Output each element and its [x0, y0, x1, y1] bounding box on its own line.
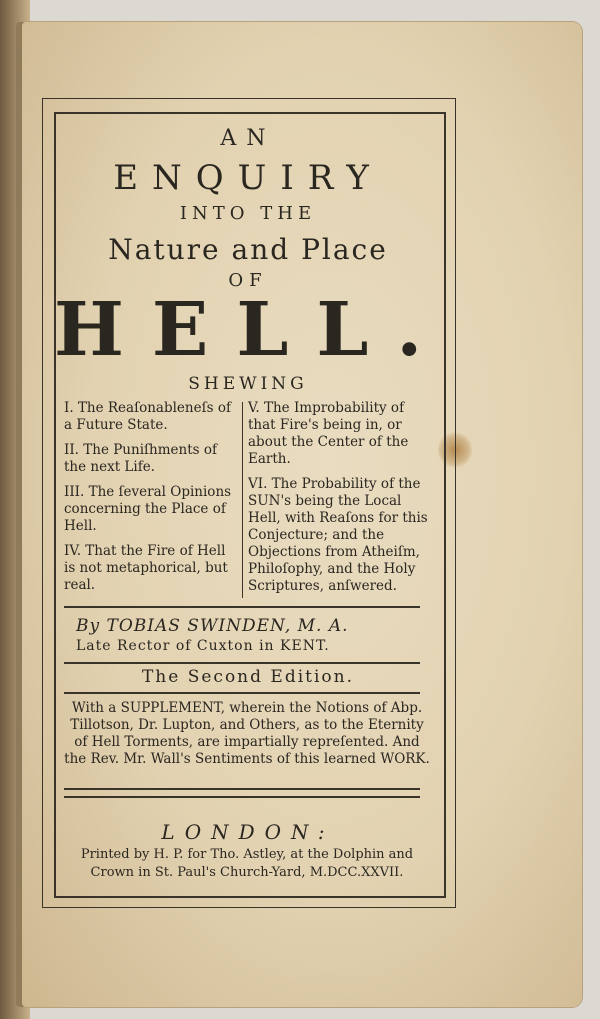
contents-item-1: I. The Reaſonableneſs of a Future State. — [64, 400, 231, 433]
title-line-1: AN — [220, 126, 276, 151]
contents-item-4: IV. That the Fire of Hell is not metaphorical, but real. — [64, 543, 228, 593]
rule-above-author — [64, 606, 420, 608]
rule-above-edition — [64, 662, 420, 664]
supplement-text: With a SUPPLEMENT, wherein the Notions of Abp. Tillotson, Dr. Lupton, and Others, as to the Eternity of Hell Torments, are impartially repreſented. And the Rev. Mr. Wall's Sentiments of this learned WORK. — [64, 700, 430, 767]
imprint-place: LONDON: — [161, 820, 335, 844]
contents-item-2: II. The Puniſhments of the next Life. — [64, 442, 217, 475]
author-title: Late Rector of Cuxton in KENT. — [76, 638, 330, 654]
title-line-3: INTO THE — [179, 203, 317, 224]
shewing-heading: SHEWING — [188, 374, 308, 394]
column-divider — [242, 402, 243, 598]
edition-line: The Second Edition. — [141, 667, 355, 687]
contents-item-5: V. The Improbability of that Fire's being in, or about the Center of the Earth. — [248, 400, 409, 467]
title-line-2: ENQUIRY — [113, 158, 383, 198]
author-line: By TOBIAS SWINDEN, M. A. — [76, 616, 349, 636]
title-line-6: HELL. — [54, 287, 451, 373]
contents-left-column — [64, 400, 238, 602]
contents-item-6: VI. The Probability of the SUN's being the Local Hell, with Reaſons for this Conjecture; and the Objections from Atheiſm, Philoſophy, and the Holy Scriptures, anſwered. — [248, 476, 428, 594]
rule-above-supplement — [64, 692, 420, 694]
title-line-4: Nature and Place — [108, 233, 388, 266]
contents-right-column — [248, 400, 432, 603]
imprint-text: Printed by H. P. for Tho. Astley, at the Dolphin and Crown in St. Paul's Church-Yard, M.DCC.XXVII. — [80, 847, 414, 880]
title-line-5: OF — [228, 270, 268, 291]
rule-above-imprint-2 — [64, 796, 420, 798]
rule-above-imprint — [64, 788, 420, 790]
contents-item-3: III. The ſeveral Opinions concerning the Place of Hell. — [64, 484, 232, 534]
